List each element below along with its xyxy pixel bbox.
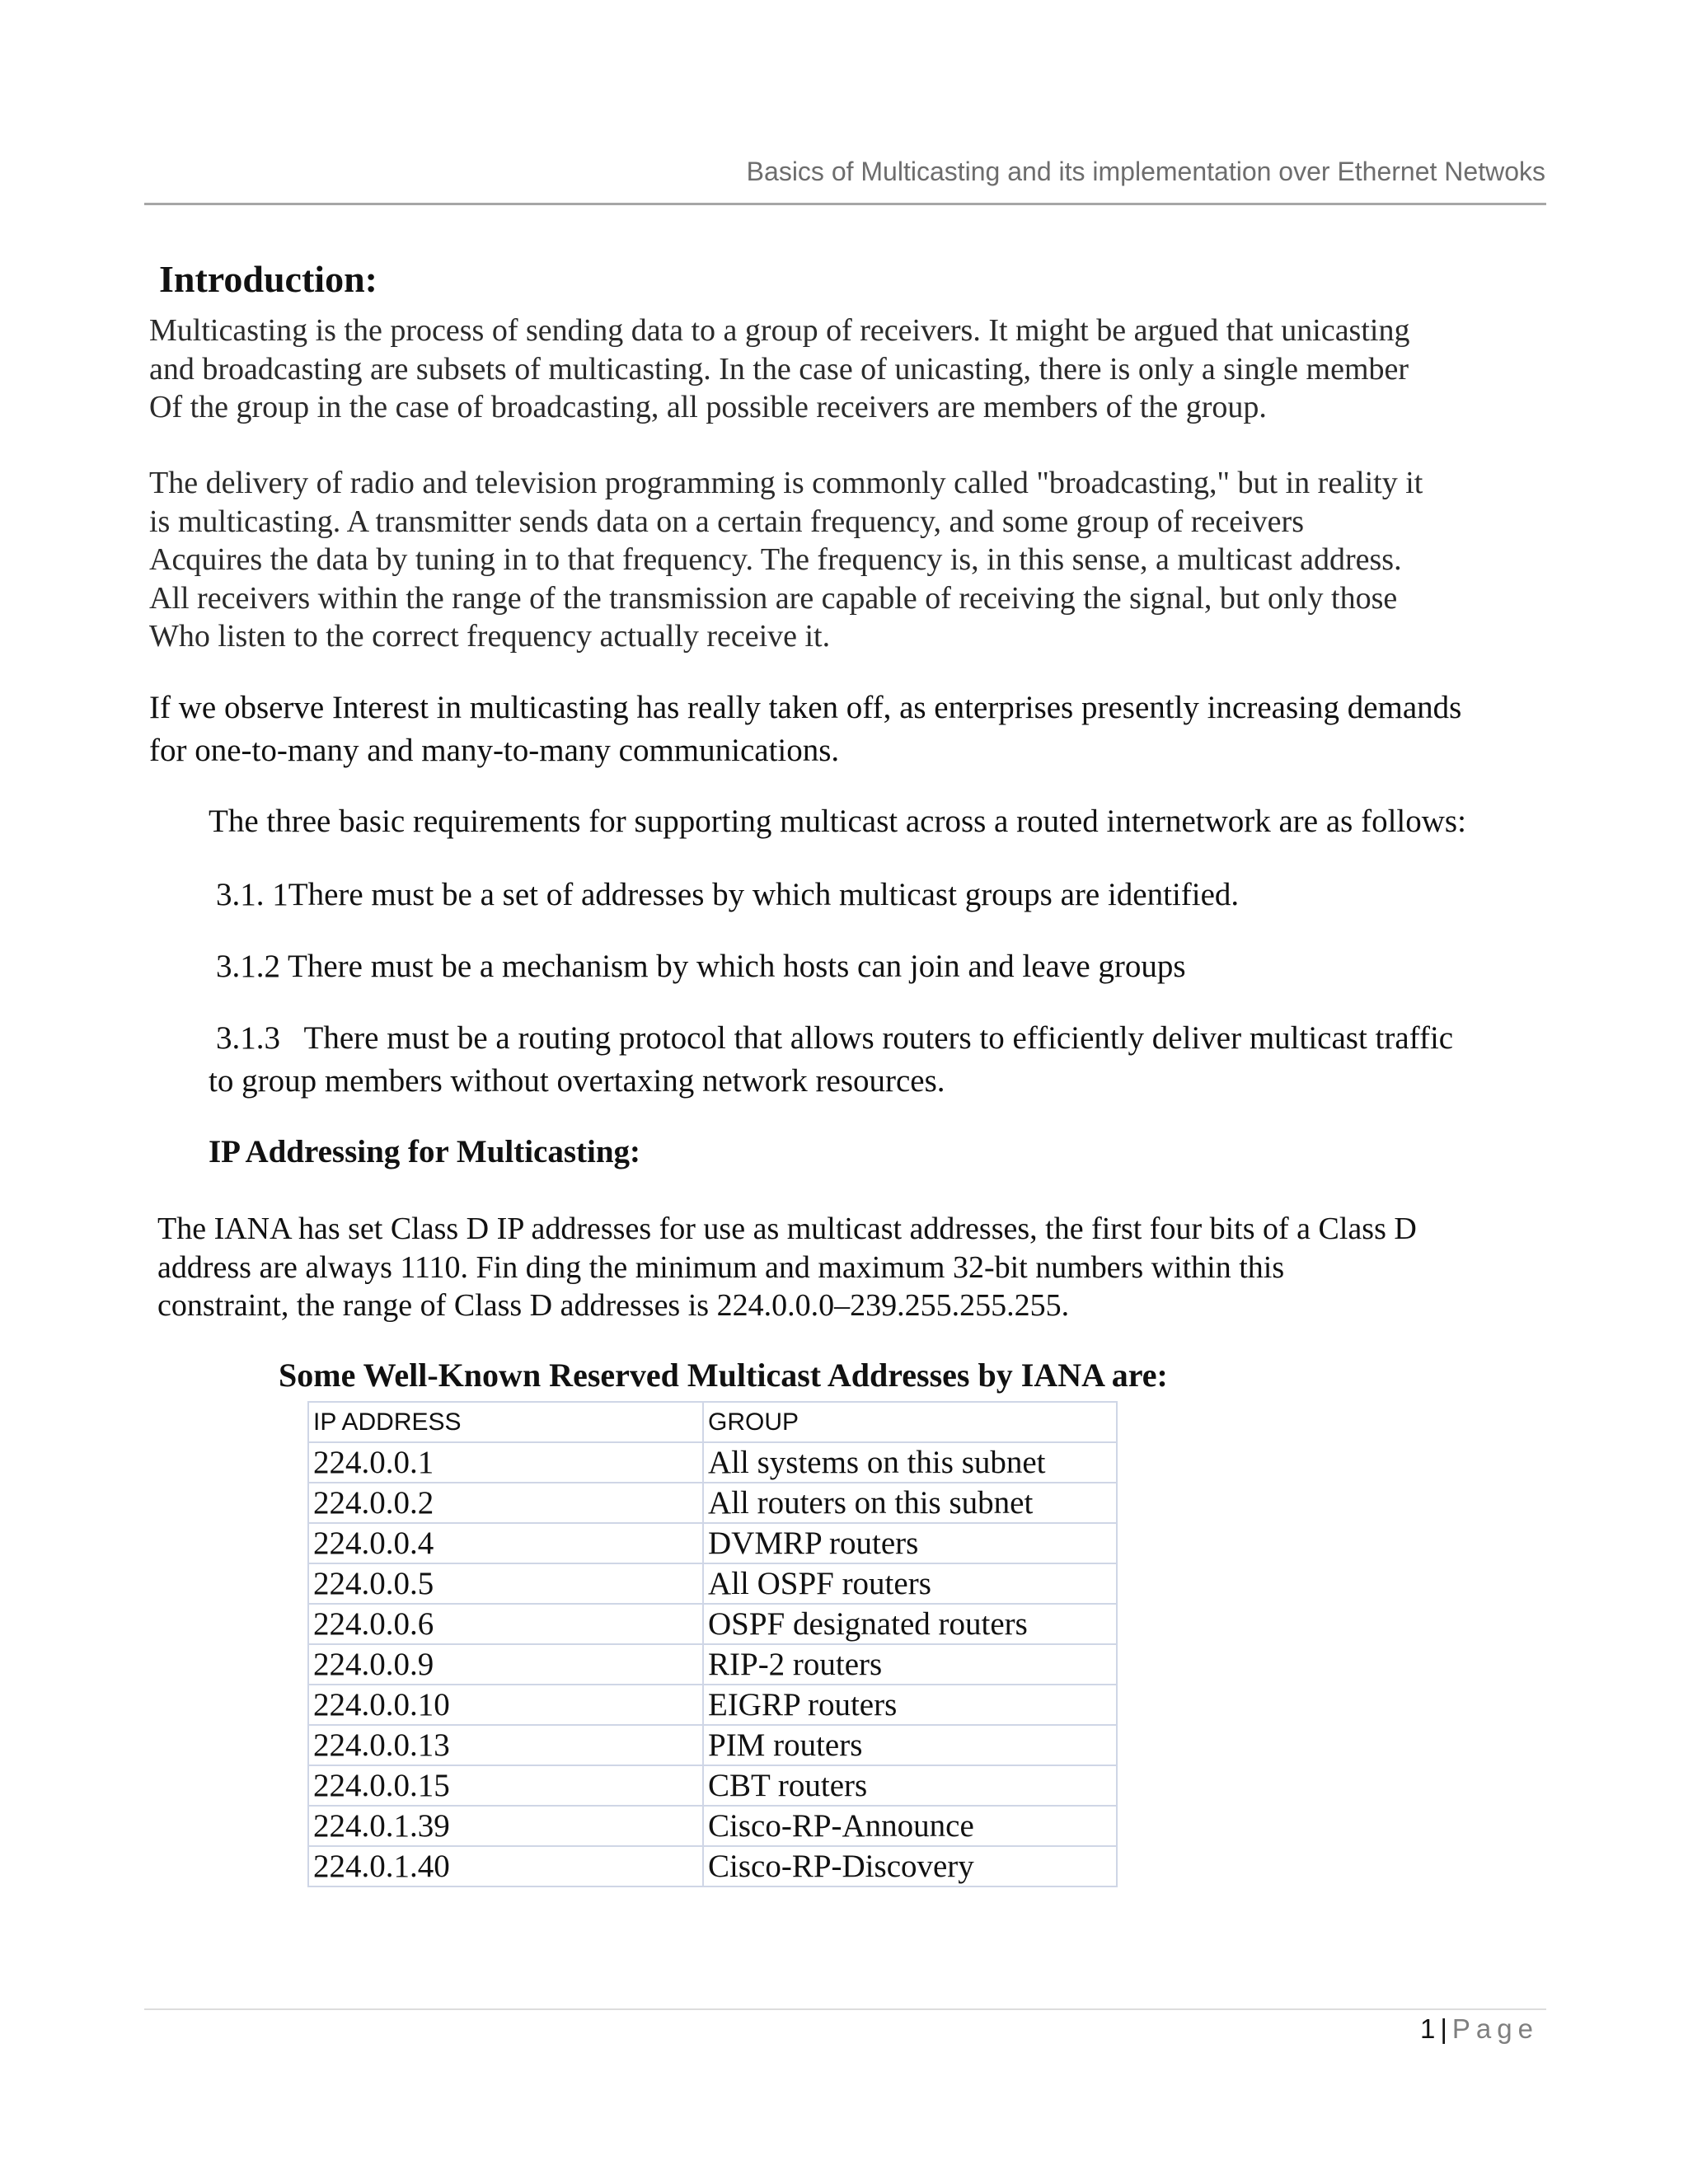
- addressing-paragraph: [157, 1210, 1629, 1325]
- group-cell: OSPF designated routers: [703, 1604, 1117, 1644]
- requirement-item: 3.1. 1There must be a set of addresses by which multicast groups are identified.: [216, 877, 1240, 912]
- page-number: 1: [1419, 2013, 1436, 2044]
- text-line: Who listen to the correct frequency actually receive it.: [149, 619, 831, 654]
- requirements-intro: The three basic requirements for supporting multicast across a routed internetwork are as follows:: [209, 804, 1466, 839]
- ip-cell: 224.0.0.4: [308, 1523, 703, 1563]
- table-row: [308, 1725, 1117, 1765]
- ip-cell: 224.0.0.2: [308, 1483, 703, 1523]
- addressing-heading: IP Addressing for Multicasting:: [209, 1134, 641, 1169]
- table-row: [308, 1523, 1117, 1563]
- intro-paragraph-2: [149, 464, 1567, 656]
- table-row: [308, 1765, 1117, 1806]
- intro-heading: Introduction:: [159, 258, 377, 300]
- text-line: All receivers within the range of the transmission are capable of receiving the signal, but only those: [149, 580, 1398, 616]
- table-row: [308, 1442, 1117, 1483]
- group-cell: Cisco-RP-Announce: [703, 1806, 1117, 1846]
- table-title: Some Well-Known Reserved Multicast Addresses by IANA are:: [279, 1357, 1168, 1394]
- group-cell: Cisco-RP-Discovery: [703, 1846, 1117, 1886]
- header-group: GROUP: [703, 1402, 1117, 1442]
- text-line: Of the group in the case of broadcasting, all possible receivers are members of the group.: [149, 390, 1267, 424]
- text-line: and broadcasting are subsets of multicasting. In the case of unicasting, there is only a single member: [149, 351, 1409, 387]
- group-cell: PIM routers: [703, 1725, 1117, 1765]
- page-footer: [144, 2013, 1539, 2045]
- ip-cell: 224.0.0.10: [308, 1685, 703, 1725]
- group-cell: All routers on this subnet: [703, 1483, 1117, 1523]
- group-cell: EIGRP routers: [703, 1685, 1117, 1725]
- group-cell: DVMRP routers: [703, 1523, 1117, 1563]
- page-header: Basics of Multicasting and its implementation over Ethernet Netwoks: [746, 157, 1545, 186]
- intro-paragraph-1: [149, 312, 1567, 427]
- text-line: is multicasting. A transmitter sends data on a certain frequency, and some group of receivers: [149, 504, 1304, 539]
- group-cell: RIP-2 routers: [703, 1644, 1117, 1685]
- ip-cell: 224.0.1.40: [308, 1846, 703, 1886]
- table-header-row: [308, 1402, 1117, 1442]
- ip-cell: 224.0.1.39: [308, 1806, 703, 1846]
- table-row: [308, 1604, 1117, 1644]
- requirement-item: 3.1.2 There must be a mechanism by which hosts can join and leave groups: [216, 949, 1186, 984]
- table-row: [308, 1846, 1117, 1886]
- group-cell: CBT routers: [703, 1765, 1117, 1806]
- ip-cell: 224.0.0.6: [308, 1604, 703, 1644]
- table-row: [308, 1563, 1117, 1604]
- text-line: Multicasting is the process of sending data to a group of receivers. It might be argued that unicasting: [149, 313, 1410, 348]
- table-row: [308, 1806, 1117, 1846]
- footer-divider: [144, 2008, 1546, 2010]
- text-line: address are always 1110. Fin ding the minimum and maximum 32-bit numbers within this: [157, 1249, 1285, 1285]
- requirement-continuation: to group members without overtaxing network resources.: [209, 1063, 945, 1099]
- ip-cell: 224.0.0.1: [308, 1442, 703, 1483]
- text-line: The IANA has set Class D IP addresses for use as multicast addresses, the first four bits of a Class D: [157, 1212, 1417, 1246]
- table-row: [308, 1685, 1117, 1725]
- text-line: If we observe Interest in multicasting has really taken off, as enterprises presently increasing demands: [149, 690, 1462, 725]
- page-label: Page: [1451, 2013, 1539, 2044]
- intro-paragraph-3: [149, 687, 1567, 772]
- table-row: [308, 1483, 1117, 1523]
- header-ip-address: IP ADDRESS: [308, 1402, 703, 1442]
- requirement-item: [209, 1017, 1551, 1103]
- ip-cell: 224.0.0.5: [308, 1563, 703, 1604]
- text-line: for one-to-many and many-to-many communications.: [149, 733, 840, 768]
- ip-cell: 224.0.0.9: [308, 1644, 703, 1685]
- text-line: Acquires the data by tuning in to that frequency. The frequency is, in this sense, a multicast address.: [149, 542, 1402, 577]
- group-cell: All OSPF routers: [703, 1563, 1117, 1604]
- multicast-address-table: [307, 1401, 1118, 1887]
- ip-cell: 224.0.0.13: [308, 1725, 703, 1765]
- table-row: [308, 1644, 1117, 1685]
- text-line: The delivery of radio and television programming is commonly called "broadcasting," but in reality it: [149, 466, 1423, 500]
- header-divider: [144, 203, 1546, 205]
- ip-cell: 224.0.0.15: [308, 1765, 703, 1806]
- group-cell: All systems on this subnet: [703, 1442, 1117, 1483]
- text-line: constraint, the range of Class D addresses is 224.0.0.0–239.255.255.255.: [157, 1288, 1070, 1323]
- footer-separator: |: [1440, 2013, 1447, 2044]
- requirement-text: 3.1.3 There must be a routing protocol that allows routers to efficiently deliver multicast traffic: [216, 1020, 1454, 1056]
